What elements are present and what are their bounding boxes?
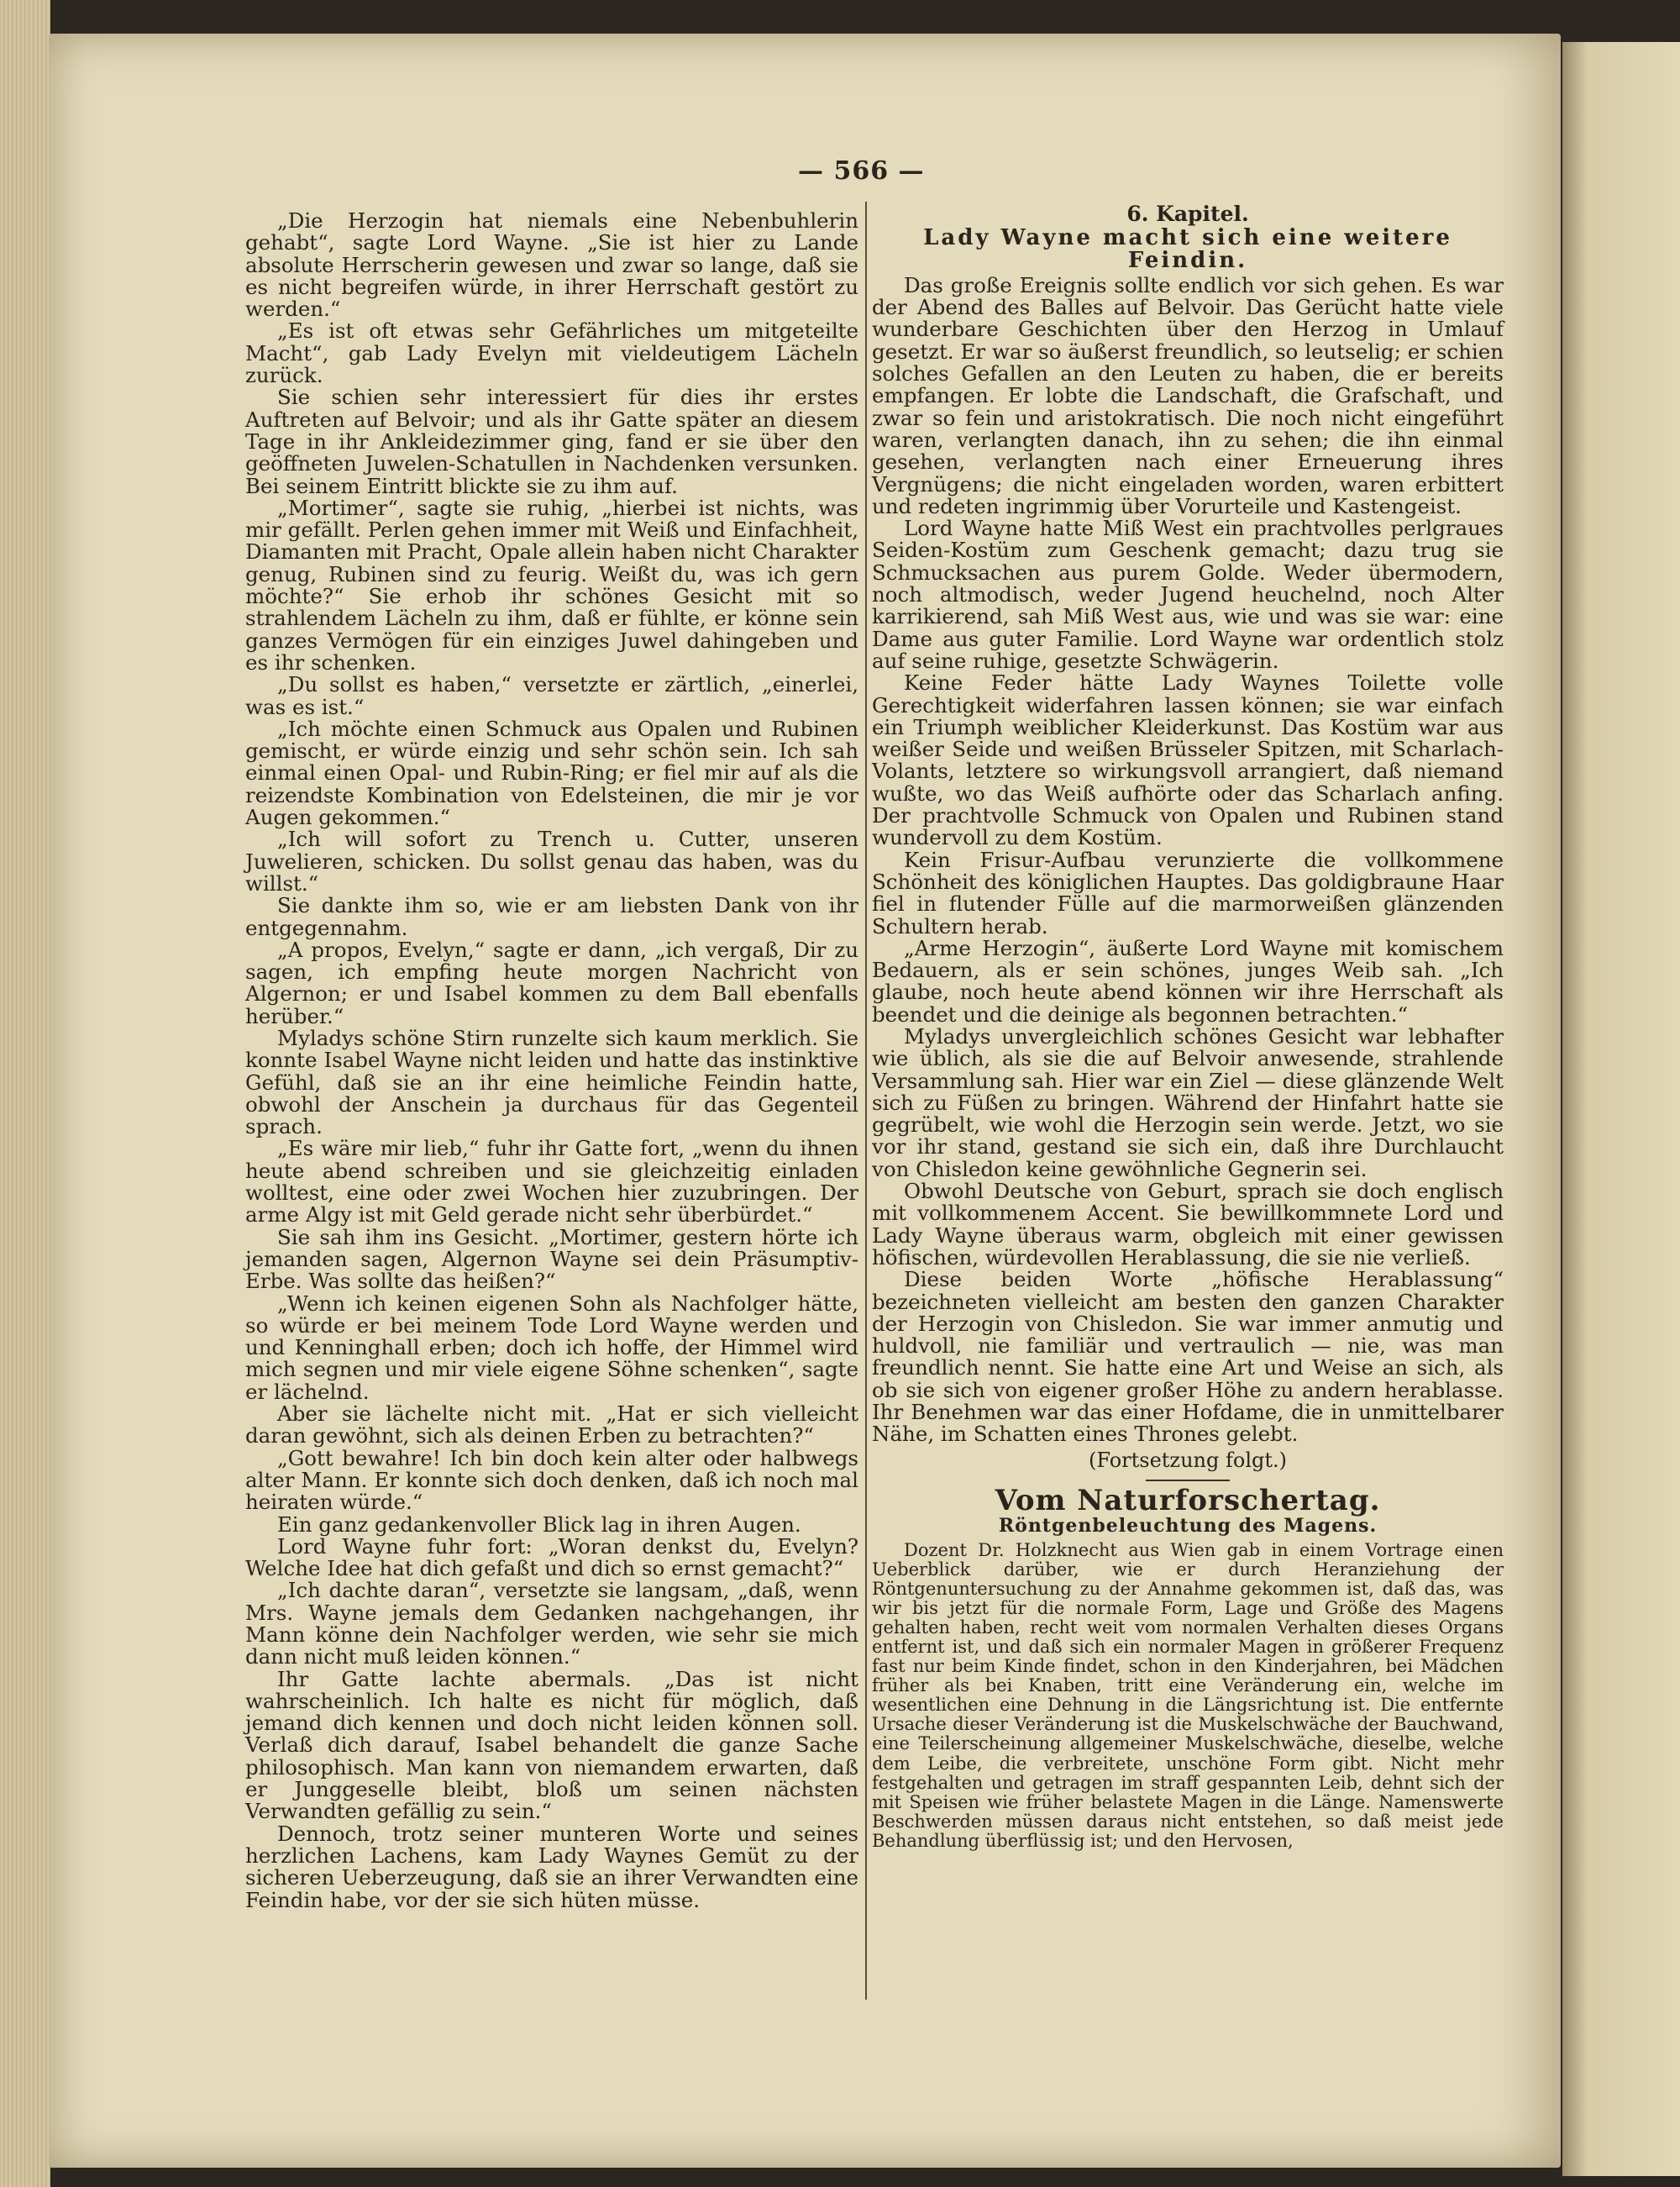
paragraph: Lord Wayne fuhr fort: „Woran denkst du, Evelyn? Welche Idee hat dich gefaßt und dich so ernst gemacht?“ [245, 1533, 858, 1581]
paragraph: „Die Herzogin hat niemals eine Nebenbuhlerin gehabt“, sagte Lord Wayne. „Sie ist hier zu Lande absolute Herrscherin gewesen und zwar so lange, daß sie es nicht begreifen würde, in ihrer Herrschaft gestört zu werden.“ [245, 208, 858, 322]
paragraph: „Gott bewahre! Ich bin doch kein alter oder halbwegs alter Mann. Er konnte sich doch denken, daß ich noch mal heiraten würde.“ [245, 1445, 858, 1515]
right-column [872, 203, 1504, 1851]
paragraph: Ihr Gatte lachte abermals. „Das ist nicht wahrscheinlich. Ich halte es nicht für möglich, daß jemand dich kennen und doch nicht leiden können soll. Verlaß dich darauf, Isabel behandelt die ganze Sache philosophisch. Man kann von niemandem erwarten, daß er Junggeselle bleibt, bloß um seinen nächsten Verwandten gefällig zu sein.“ [245, 1666, 858, 1824]
paragraph: „Ich dachte daran“, versetzte sie langsam, „daß, wenn Mrs. Wayne jemals dem Gedanken nachgehangen, ihr Mann könne dein Nachfolger werden, wie sehr sie mich dann nicht muß leiden können.“ [245, 1578, 858, 1669]
paragraph: Aber sie lächelte nicht mit. „Hat er sich vielleicht daran gewöhnt, sich als deinen Erben zu betrachten?“ [245, 1401, 858, 1448]
paragraph: Myladys unvergleichlich schönes Gesicht war lebhafter wie üblich, als sie die auf Belvoir anwesende, strahlende Versammlung sah. Hier war ein Ziel — diese glänzende Welt sich zu Füßen zu bringen. Während der Hinfahrt hatte sie gegrübelt, wie wohl die Herzogin sein werde. Jetzt, wo sie vor ihr stand, gestand sie sich ein, daß ihre Durchlaucht von Chisledon keine gewöhnliche Gegnerin sei. [872, 1023, 1504, 1181]
left-column [245, 210, 858, 1911]
chapter-title: Lady Wayne macht sich eine weitere Feindin. [923, 225, 1452, 273]
adjacent-page-edge [1562, 42, 1680, 2176]
paragraph: Myladys schöne Stirn runzelte sich kaum merklich. Sie konnte Isabel Wayne nicht leiden und hatte das instinktive Gefühl, daß sie an ihr eine heimliche Feindin hatte, obwohl der Anschein ja durchaus für das Gegenteil sprach. [245, 1025, 858, 1139]
paragraph: Obwohl Deutsche von Geburt, sprach sie doch englisch mit vollkommenem Accent. Sie bewillkommnete Lord und Lady Wayne überaus warm, obgleich mit einer gewissen höfischen, würdevollen Herablassung, die sie nie verließ. [872, 1179, 1504, 1270]
paragraph: Das große Ereignis sollte endlich vor sich gehen. Es war der Abend des Balles auf Belvoir. Das Gerücht hatte viele wunderbare Geschichten über den Herzog in Umlauf gesetzt. Er war so äußerst freundlich, so leutselig; er schien solches Gefallen an den Leuten zu haben, die er bereits empfangen. Er lobte die Landschaft, die Grafschaft, und zwar so fein und aristokratisch. Die noch nicht eingeführt waren, verlangten danach, ihn zu sehen; die ihn einmal gesehen, verlangten nach einer Erneuerung ihres Vergnügens; die nicht eingeladen worden, waren erbittert und redeten ingrimmig über Vorurteile und Kastengeist. [872, 272, 1504, 518]
column-divider [865, 202, 867, 2000]
paragraph: „Wenn ich keinen eigenen Sohn als Nachfolger hätte, so würde er bei meinem Tode Lord Wayne werden und und Kenninghall erben; doch ich hoffe, der Himmel wird mich segnen und mir viele eigene Söhne schenken“, sagte er lächelnd. [245, 1291, 858, 1404]
section-title: Vom Naturforschertag. [995, 1483, 1381, 1517]
paragraph: „Arme Herzogin“, äußerte Lord Wayne mit komischem Bedauern, als er sein schönes, junges Weib sah. „Ich glaube, noch heute abend können wir ihre Herrschaft als beendet und die deinige als begonnen betrachten.“ [872, 935, 1504, 1027]
paragraph: Keine Feder hätte Lady Waynes Toilette volle Gerechtigkeit widerfahren lassen können; sie war einfach ein Triumph weiblicher Kleiderkunst. Das Kostüm war aus weißer Seide und weißen Brüsseler Spitzen, mit Scharlach-Volants, letztere so wirkungsvoll arrangiert, daß niemand wußte, wo das Weiß aufhörte oder das Scharlach anfing. Der prachtvolle Schmuck von Opalen und Rubinen stand wundervoll zu dem Kostüm. [872, 670, 1504, 850]
section-subtitle: Röntgenbeleuchtung des Magens. [998, 1515, 1378, 1538]
paragraph: „A propos, Evelyn,“ sagte er dann, „ich vergaß, Dir zu sagen, ich empfing heute morgen Nachricht von Algernon; er und Isabel kommen zu dem Ball ebenfalls herüber.“ [245, 937, 858, 1028]
paragraph: „Es wäre mir lieb,“ fuhr ihr Gatte fort, „wenn du ihnen heute abend schreiben und sie gleichzeitig einladen wolltest, eine oder zwei Wochen hier zuzubringen. Der arme Algy ist mit Geld gerade nicht sehr überbürdet.“ [245, 1136, 858, 1228]
paragraph: „Mortimer“, sagte sie ruhig, „hierbei ist nichts, was mir gefällt. Perlen gehen immer mit Weiß und Einfachheit, Diamanten mit Pracht, Opale allein haben nicht Charakter genug, Rubinen sind zu feurig. Weißt du, was ich gern möchte?“ Sie erhob ihr schönes Gesicht mit so strahlendem Lächeln zu ihm, daß er fühlte, er könne sein ganzes Vermögen für ein einziges Juwel dahingeben und es ihr schenken. [245, 495, 858, 675]
section-paragraph: Dozent Dr. Holzknecht aus Wien gab in einem Vortrage einen Ueberblick darüber, wie er durch Heranziehung der Röntgenuntersuchung zu der Annahme gekommen ist, daß das, was wir bis jetzt für die normale Form, Lage und Größe des Magens gehalten haben, recht weit vom normalen Verhalten dieses Organs entfernt ist, und daß sich ein normaler Magen in größerer Frequenz fast nur beim Kinde findet, schon in den Kinderjahren, bei Mädchen früher als bei Knaben, tritt eine Veränderung ein, welche im wesentlichen eine Dehnung in die Längsrichtung ist. Die entfernte Ursache dieser Veränderung ist die Muskelschwäche der Bauchwand, eine Teilerscheinung allgemeiner Muskelschwäche, dieselbe, welche dem Leibe, die verbreitete, unschöne Form gibt. Nicht mehr festgehalten und getragen im straff gespannten Leib, dehnt sich der mit Speisen wie früher belastete Magen in die Länge. Namenswerte Beschwerden müssen daraus nicht entstehen, so daß meist jede Behandlung überflüssig ist; und den Hervosen, [872, 1539, 1504, 1851]
paragraph: Diese beiden Worte „höfische Herablassung“ bezeichneten vielleicht am besten den ganzen Charakter der Herzogin von Chisledon. Sie war immer anmutig und huldvoll, nie familiär und vertraulich — nie, was man freundlich nennt. Sie hatte eine Art und Weise an sich, als ob sie sich von eigener großer Höhe zu andern herablasse. Ihr Benehmen war das einer Hofdame, die in unmittelbarer Nähe, im Schatten eines Thrones gelebt. [872, 1267, 1504, 1447]
paragraph: Lord Wayne hatte Miß West ein prachtvolles perlgraues Seiden-Kostüm zum Geschenk gemacht; dazu trug sie Schmucksachen aus purem Golde. Weder übermodern, noch altmodisch, weder Jugend heuchelnd, noch Alter karrikierend, sah Miß West aus, wie und was sie war: eine Dame aus guter Familie. Lord Wayne war ordentlich stolz auf seine ruhige, gesetzte Schwägerin. [872, 516, 1504, 673]
paragraph: „Ich will sofort zu Trench u. Cutter, unseren Juwelieren, schicken. Du sollst genau das haben, was du willst.“ [245, 827, 858, 896]
continued-note: (Fortsetzung folgt.) [1089, 1448, 1287, 1472]
section-rule [1146, 1480, 1230, 1481]
paragraph: Kein Frisur-Aufbau verunzierte die vollkommene Schönheit des königlichen Hauptes. Das goldigbraune Haar fiel in flutender Fülle auf die marmorweißen glänzenden Schultern herab. [872, 847, 1504, 938]
page-number: — 566 — [798, 156, 925, 186]
page-stack-edge [0, 0, 50, 2187]
paragraph: Sie dankte ihm so, wie er am liebsten Dank von ihr entgegennahm. [245, 893, 858, 940]
paragraph: „Ich möchte einen Schmuck aus Opalen und Rubinen gemischt, er würde einzig und sehr schön sein. Ich sah einmal einen Opal- und Rubin-Ring; er fiel mir auf als die reizendste Kombination von Edelsteinen, die mir je vor Augen gekommen.“ [245, 716, 858, 830]
paragraph: Sie sah ihm ins Gesicht. „Mortimer, gestern hörte ich jemanden sagen, Algernon Wayne sei dein Präsumptiv-Erbe. Was sollte das heißen?“ [245, 1224, 858, 1294]
chapter-number: 6. Kapitel. [1126, 202, 1249, 226]
paragraph: Dennoch, trotz seiner munteren Worte und seines herzlichen Lachens, kam Lady Waynes Gemüt zu der sicheren Ueberzeugung, daß sie an ihrer Verwandten eine Feindin habe, vor der sie sich hüten müsse. [245, 1821, 858, 1912]
paragraph: Sie schien sehr interessiert für dies ihr erstes Auftreten auf Belvoir; und als ihr Gatte später an diesem Tage in ihr Ankleidezimmer ging, fand er sie über den geöffneten Juwelen-Schatullen in Nachdenken versunken. Bei seinem Eintritt blickte sie zu ihm auf. [245, 385, 858, 498]
paragraph: „Du sollst es haben,“ versetzte er zärtlich, „einerlei, was es ist.“ [245, 672, 858, 719]
paragraph: „Es ist oft etwas sehr Gefährliches um mitgeteilte Macht“, gab Lady Evelyn mit vieldeutigem Lächeln zurück. [245, 318, 858, 388]
paragraph: Ein ganz gedankenvoller Blick lag in ihren Augen. [277, 1511, 801, 1537]
